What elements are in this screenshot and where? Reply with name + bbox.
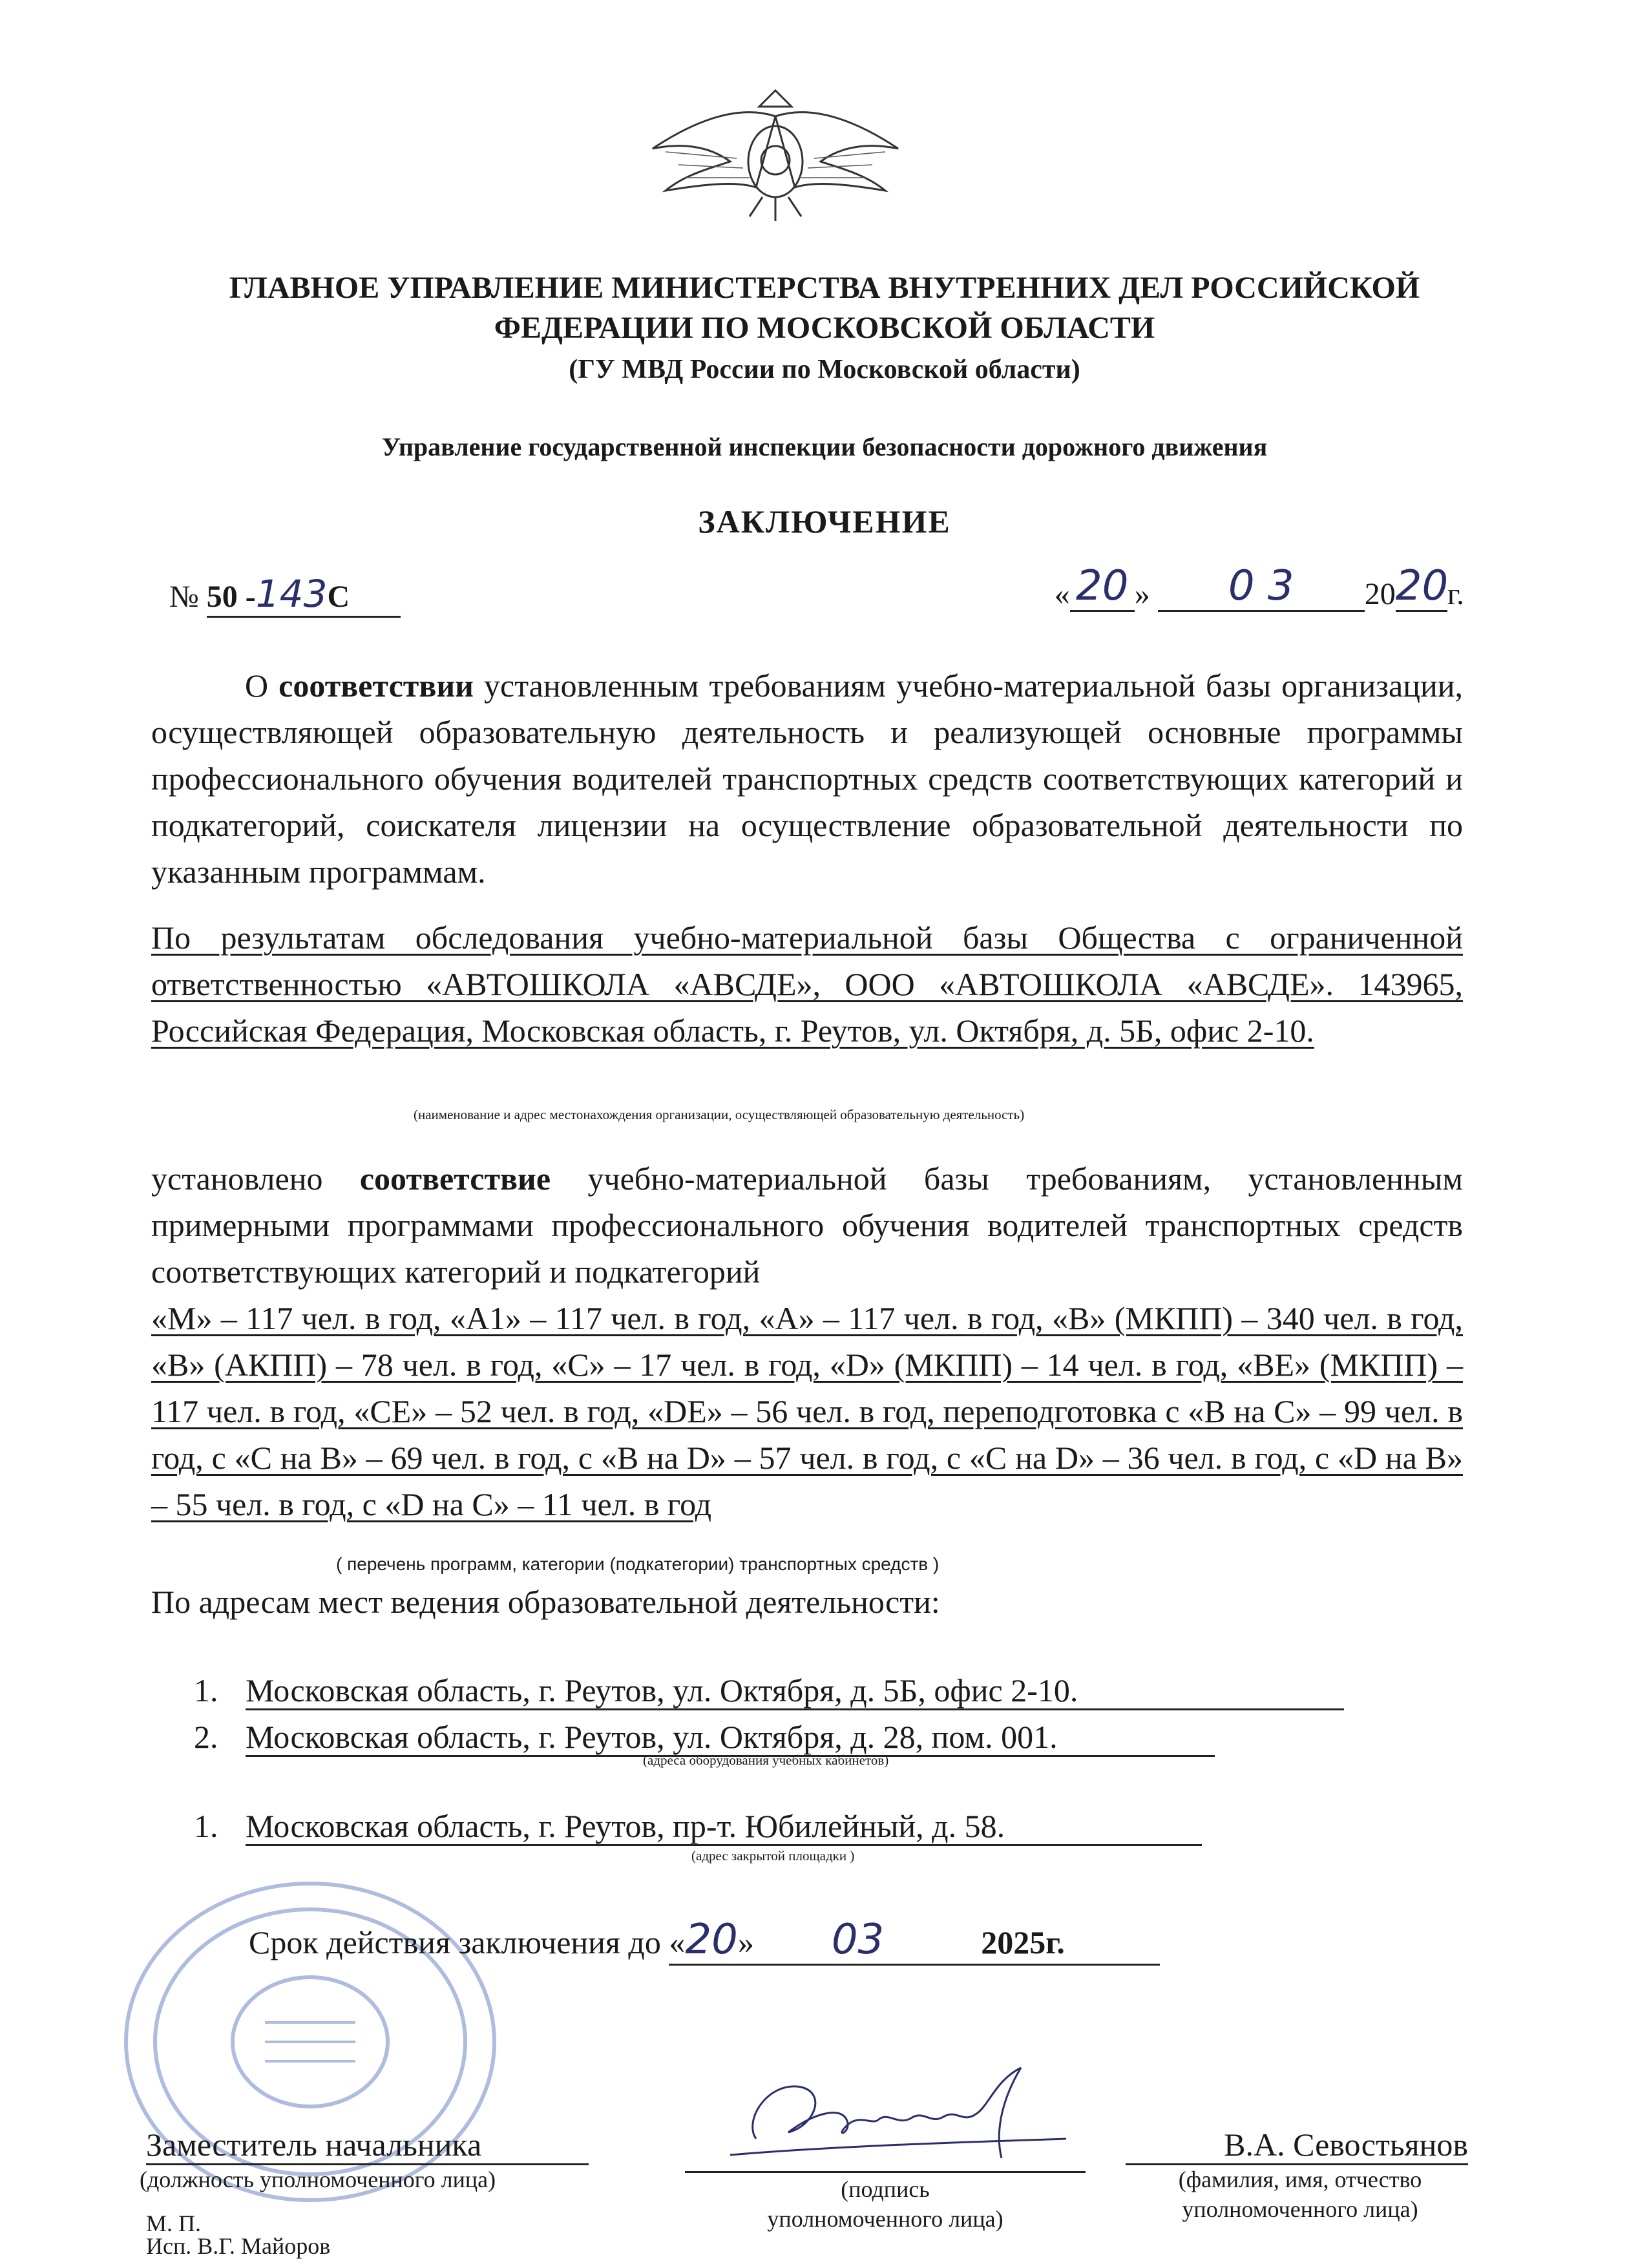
finding-paragraph bbox=[151, 1155, 1463, 1528]
document-date bbox=[1055, 562, 1464, 612]
signature-caption-1: (подпись bbox=[841, 2176, 930, 2202]
addresses-heading: По адресам мест ведения образовательной деятельности: bbox=[151, 1584, 940, 1620]
signer-position: Заместитель начальника bbox=[146, 2126, 589, 2165]
validity-open-quote: « bbox=[669, 1924, 686, 1960]
classroom-address-1: Московская область, г. Реутов, ул. Октября, д. 5Б, офис 2-10. bbox=[246, 1672, 1344, 1710]
org-abbreviation: (ГУ МВД России по Московской области) bbox=[569, 355, 1080, 384]
grounds-caption: (адрес закрытой площадки ) bbox=[691, 1848, 855, 1864]
org-name-line2: ФЕДЕРАЦИИ ПО МОСКОВСКОЙ ОБЛАСТИ bbox=[494, 311, 1155, 345]
signer-name: В.А. Севостьянов bbox=[1126, 2126, 1468, 2165]
grounds-address-1: Московская область, г. Реутов, пр-т. Юбилейный, д. 58. bbox=[246, 1808, 1202, 1846]
number-handwritten: 143 bbox=[255, 572, 328, 616]
name-caption-1: (фамилия, имя, отчество bbox=[1178, 2167, 1422, 2192]
document-number bbox=[169, 572, 401, 618]
position-caption: (должность уполномоченного лица) bbox=[140, 2167, 496, 2192]
finding-after: учебно-материальной базы требованиям, установленным примерными программами профессионального обучения водителей транспортных средств соответствующих категорий и подкатегорий bbox=[151, 1160, 1463, 1290]
date-month: 0 3 bbox=[1228, 562, 1294, 610]
validity-month: 03 bbox=[831, 1916, 885, 1964]
classrooms-caption: (адреса оборудования учебных кабинетов) bbox=[643, 1752, 889, 1768]
finding-bold: соответствие bbox=[359, 1160, 551, 1197]
grounds-addresses bbox=[194, 1803, 1202, 1849]
intro-before: О bbox=[245, 667, 279, 704]
date-year-prefix: 20 bbox=[1364, 577, 1396, 611]
number-sign: № bbox=[169, 580, 199, 614]
categories-caption: ( перечень программ, категории (подкатегории) транспортных средств ) bbox=[336, 1554, 940, 1574]
list-item bbox=[194, 1667, 1344, 1714]
signature-caption-2: уполномоченного лица) bbox=[767, 2206, 1003, 2232]
intro-paragraph bbox=[151, 662, 1463, 895]
department-name: Управление государственной инспекции безопасности дорожного движения bbox=[381, 432, 1268, 461]
validity-label: Срок действия заключения до bbox=[249, 1924, 661, 1960]
signature-line bbox=[685, 2171, 1086, 2173]
number-series: 50 - bbox=[206, 580, 256, 614]
name-caption-2: уполномоченного лица) bbox=[1182, 2196, 1418, 2222]
number-suffix: С bbox=[327, 580, 350, 614]
organization-caption: (наименование и адрес местонахождения организации, осуществляющей образовательную деятельность) bbox=[414, 1107, 1025, 1122]
handwritten-signature-icon bbox=[717, 2042, 1079, 2171]
date-close-quote: » bbox=[1134, 577, 1150, 611]
date-year-suffix: г. bbox=[1447, 577, 1464, 611]
list-number: 1. bbox=[194, 1808, 218, 1844]
date-open-quote: « bbox=[1054, 577, 1070, 611]
org-name-line1: ГЛАВНОЕ УПРАВЛЕНИЕ МИНИСТЕРСТВА ВНУТРЕННИХ ДЕЛ РОССИЙСКОЙ bbox=[229, 271, 1420, 305]
organization-paragraph: По результатам обследования учебно-материальной базы Общества с ограниченной ответственностью «АВТОШКОЛА «АВСДЕ», ООО «АВТОШКОЛА «АВСДЕ». 143965, Российская Федерация, Московская область, г. Реутов, ул. Октября, д. 5Б, офис 2-10. bbox=[151, 919, 1463, 1049]
validity-line bbox=[249, 1916, 1160, 1966]
validity-day: 20 bbox=[685, 1916, 738, 1964]
classroom-address-2: Московская область, г. Реутов, ул. Октября, д. 28, пом. 001. bbox=[246, 1719, 1215, 1757]
mvd-emblem-icon bbox=[640, 78, 911, 226]
list-item bbox=[194, 1803, 1202, 1849]
document-title: ЗАКЛЮЧЕНИЕ bbox=[698, 503, 951, 540]
validity-close-quote: » bbox=[737, 1924, 754, 1960]
executor: Исп. В.Г. Майоров bbox=[146, 2233, 331, 2259]
date-year-hand: 20 bbox=[1395, 562, 1449, 610]
categories-list: «М» – 117 чел. в год, «А1» – 117 чел. в год, «А» – 117 чел. в год, «В» (МКПП) – 340 чел. в год, «В» (АКПП) – 78 чел. в год, «С» – 17 чел. в год, «D» (МКПП) – 14 чел. в год, «ВЕ» (МКПП) – 117 чел. в год, «СЕ» – 52 чел. в год, «DЕ» – 56 чел. в год, переподготовка с «В на С» – 99 чел. в год, с «С на В» – 69 чел. в год, с «В на D» – 57 чел. в год, с «С на D» – 36 чел. в год, с «D на В» – 55 чел. в год, с «D на С» – 11 чел. в год bbox=[151, 1300, 1463, 1522]
finding-before: установлено bbox=[151, 1160, 360, 1197]
seal-label: М. П. bbox=[146, 2210, 202, 2236]
classroom-addresses bbox=[194, 1667, 1344, 1760]
list-number: 1. bbox=[194, 1672, 218, 1708]
validity-year: 2025г. bbox=[981, 1924, 1065, 1960]
list-number: 2. bbox=[194, 1719, 218, 1755]
date-day: 20 bbox=[1076, 562, 1129, 610]
intro-after: установленным требованиям учебно-материальной базы организации, осуществляющей образовательную деятельность и реализующей основные программы профессионального обучения водителей транспортных средств соответствующих категорий и подкатегорий, соискателя лицензии на осуществление образовательной деятельности по указанным программам. bbox=[151, 667, 1463, 890]
intro-bold: соответствии bbox=[278, 667, 474, 704]
